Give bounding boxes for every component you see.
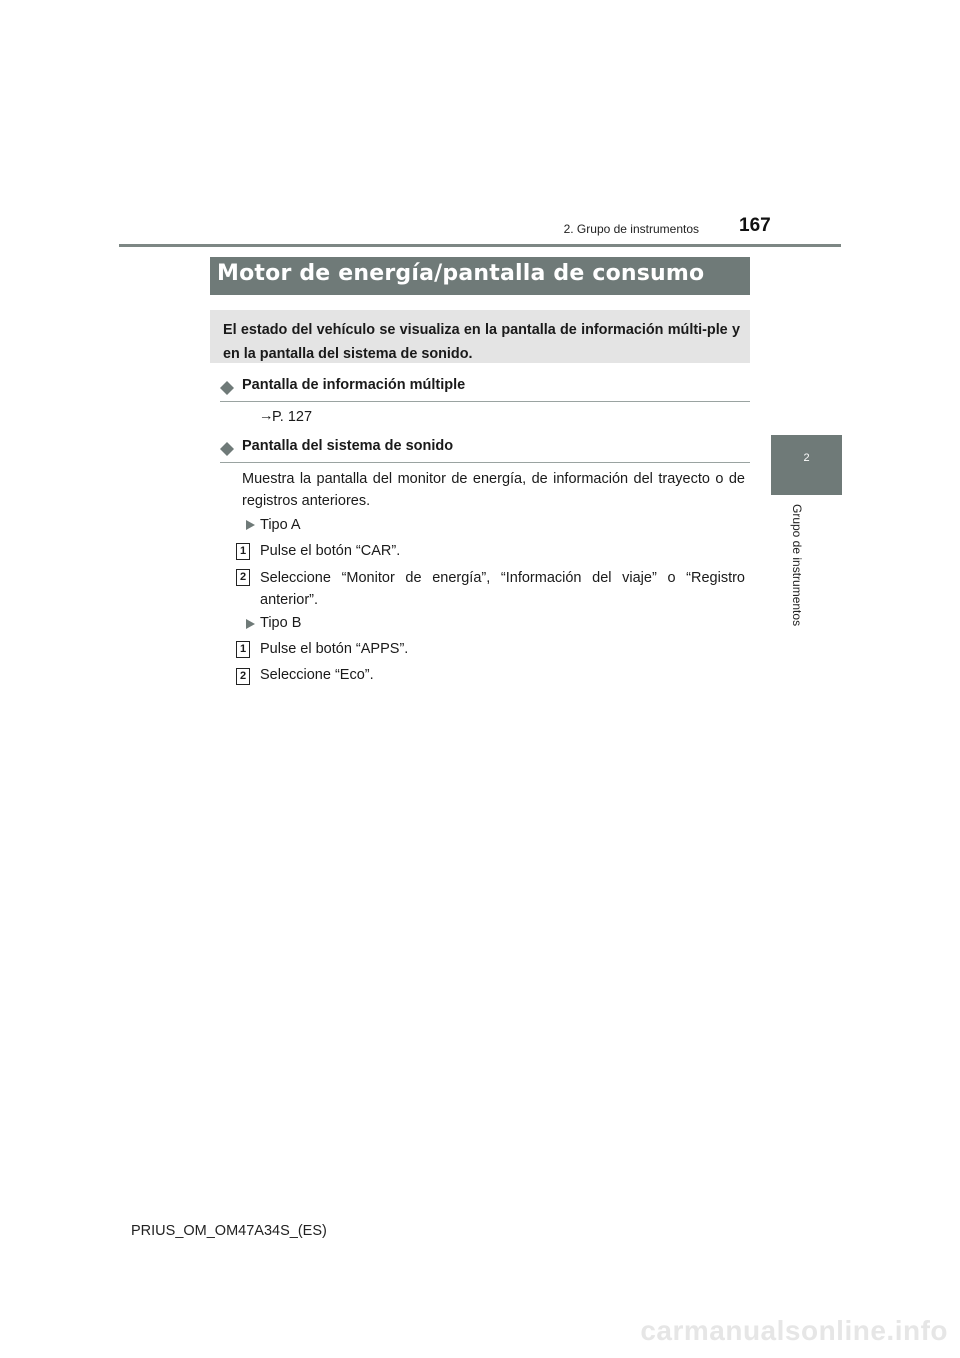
step-text: Seleccione “Eco”. [260,667,374,683]
page-reference: P. 127 [272,409,313,425]
step-number-badge: 1 [236,641,250,658]
step-number-badge: 2 [236,668,250,685]
section-heading-multi-display [220,376,750,402]
section-heading-audio-display [220,437,750,463]
footer-document-code: PRIUS_OM_OM47A34S_(ES) [131,1223,327,1239]
diamond-bullet-icon [220,442,234,456]
type-a-label: Tipo A [260,517,301,533]
header-section-title: 2. Grupo de instrumentos [563,222,699,236]
triangle-bullet-icon [246,619,255,629]
chapter-tab-number: 2 [803,452,810,464]
chapter-tab [771,435,842,495]
diamond-bullet-icon [220,381,234,395]
step-text: Pulse el botón “APPS”. [260,641,409,657]
triangle-bullet-icon [246,520,255,530]
section-heading-text: Pantalla del sistema de sonido [242,438,454,454]
section-description: Muestra la pantalla del monitor de energía, de información del trayecto o de registros anteriores. [242,471,745,509]
page-number: 167 [739,215,771,236]
title-bar [210,257,750,295]
page-title: Motor de energía/pantalla de consumo [217,261,705,286]
reference-arrow-icon: → [259,408,274,424]
step-number-badge: 2 [236,569,250,586]
type-b-label: Tipo B [260,615,302,631]
header-rule [119,244,841,247]
section-heading-text: Pantalla de información múltiple [242,377,466,393]
intro-box: El estado del vehículo se visualiza en la pantalla de información múlti-ple y en la pantalla del sistema de sonido. [210,310,750,363]
step-number-badge: 1 [236,543,250,560]
watermark: carmanualsonline.info [640,1315,948,1346]
chapter-side-label: Grupo de instrumentos [790,504,804,627]
step-text: Pulse el botón “CAR”. [260,543,401,559]
step-text: Seleccione “Monitor de energía”, “Información del viaje” o “Registro anterior”. [260,570,745,608]
